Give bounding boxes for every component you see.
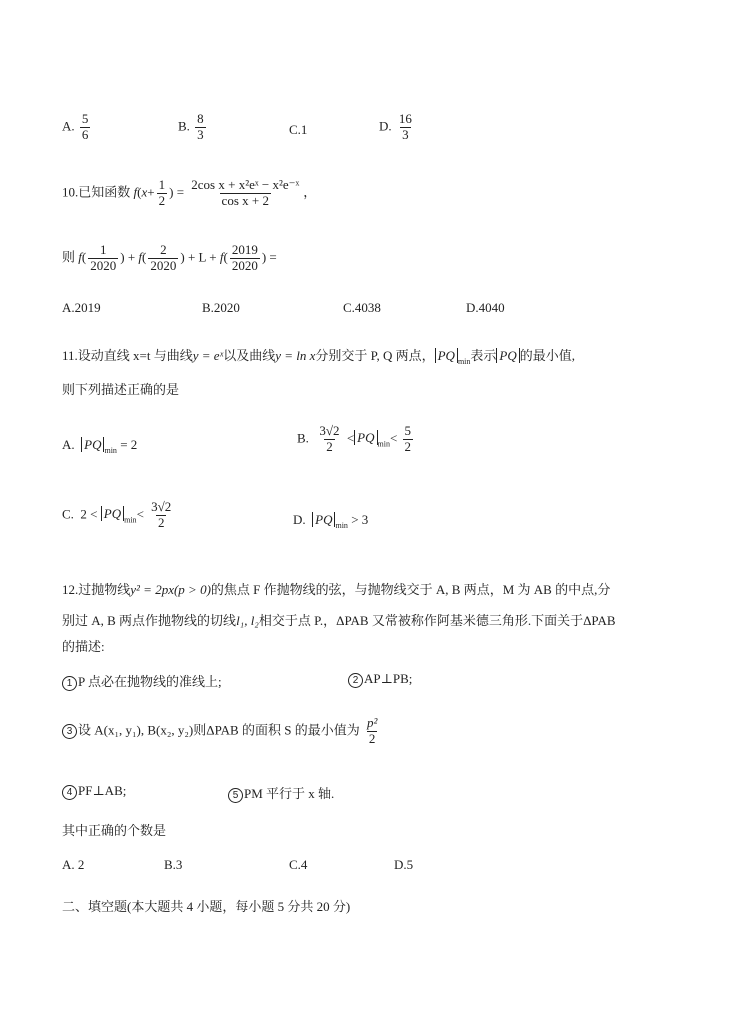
abs-value: PQ [101, 506, 124, 521]
question-text: 别过 A, B 两点作抛物线的切线 [62, 613, 237, 628]
frac-den: 2020 [90, 257, 117, 273]
function-fraction [189, 178, 301, 209]
abs-value: PQ [81, 437, 104, 452]
frac-den: cos x + 2 [221, 192, 269, 208]
q10-option-b: B.2020 [202, 300, 240, 315]
q12-option-a: A. 2 [62, 857, 85, 872]
frac-den: 2 [368, 730, 376, 746]
subscript: min [104, 446, 117, 455]
frac-num: 1 [158, 177, 166, 192]
statement-text: P 点必在抛物线的准线上; [78, 674, 222, 689]
formula: y = eˣ [192, 348, 224, 363]
abs-value: PQ [354, 430, 377, 445]
frac-den: 2 [157, 514, 165, 530]
q10-expression: 则 f( $\frac{1}{2020}$ ) + f( $\frac{2}{2020}$ ) + L + f( $\frac{2019}{2020}$ ) = [62, 242, 277, 273]
subscript: min [335, 521, 348, 530]
q12-stem-line3: 的描述: [62, 639, 105, 654]
circled-number: 4 [62, 785, 77, 800]
option-label: C.1 [289, 122, 308, 137]
q9-option-b [178, 112, 208, 143]
frac-num: 5 [81, 111, 89, 126]
question-text: 的最小值, [519, 348, 576, 363]
q12-statement-1 [62, 671, 222, 691]
frac-num: 3√2 [319, 423, 340, 438]
question-number: 10. [62, 184, 79, 200]
option-label: A. [62, 118, 75, 134]
q11-option-c: C. 2 < PQ $_{min}$< $\frac{3√2}{2}$ [62, 499, 172, 530]
question-text: 表示 [470, 348, 497, 363]
q10-stem: 10.已知函数 f(x+ $\frac{1}{2}$ ) = $\frac{\text{2cos x + x²eˣ − x²e⁻ˣ}}{\text{cos x + 2}}$ ， [62, 177, 317, 208]
abs-value: PQ [435, 348, 458, 363]
frac-den: 3 [197, 126, 204, 142]
frac-num: 2 [160, 242, 167, 257]
subscript: min [457, 357, 471, 366]
frac-num: p² [366, 715, 378, 730]
frac-num: 16 [398, 111, 412, 126]
q12-stem-line1 [62, 579, 610, 598]
statement-text: AP⊥PB; [364, 671, 413, 686]
q10-option-d: D.4040 [466, 300, 505, 315]
fraction [317, 424, 341, 455]
frac-num: 8 [197, 111, 204, 126]
abs-value: PQ [496, 348, 519, 363]
question-text: 分别交于 P, Q 两点， [315, 348, 435, 363]
fraction [397, 112, 414, 143]
q11-option-a [62, 437, 137, 455]
section-heading: 二、填空题(本大题共 4 小题，每小题 5 分共 20 分) [62, 899, 351, 914]
subscript: min [124, 515, 137, 525]
punctuation: ， [303, 184, 317, 200]
function-symbol: f [78, 249, 82, 265]
fraction [80, 112, 91, 143]
function-symbol: f [138, 249, 143, 265]
frac-num: 3√2 [151, 499, 172, 514]
fraction [88, 243, 118, 274]
ellipsis: + L + [187, 249, 217, 265]
q11-option-d [293, 512, 368, 530]
frac-num: 2019 [231, 242, 258, 257]
fraction [365, 716, 379, 747]
equals-sign: = [269, 249, 277, 265]
frac-den: 2020 [231, 257, 258, 273]
frac-den: 6 [81, 126, 89, 142]
formula: l₁, l₂ [236, 613, 259, 628]
frac-den: 2 [158, 192, 166, 208]
q9-option-a [62, 112, 92, 143]
frac-den: 2 [326, 438, 333, 454]
formula: 2 < [80, 506, 98, 522]
q10-option-a: A.2019 [62, 300, 101, 315]
fraction [148, 243, 178, 274]
circled-number: 5 [228, 788, 243, 803]
fraction [195, 112, 206, 143]
q12-statement-2 [348, 671, 412, 688]
q12-option-b: B.3 [164, 857, 183, 872]
q12-option-c: C.4 [289, 857, 308, 872]
option-label: D. [379, 118, 392, 134]
option-label: B. [178, 118, 190, 134]
q12-stem-line2 [62, 610, 616, 629]
statement-text: PF⊥AB; [78, 783, 127, 798]
q12-statement-5 [228, 783, 334, 803]
frac-den: 2020 [150, 257, 177, 273]
option-label: C. [62, 506, 74, 522]
statement-text: PM 平行于 x 轴. [244, 786, 335, 801]
statement-text: 设 A(x₁, y₁), B(x₂, y₂)则ΔPAB 的面积 S 的最小值为 [78, 722, 360, 738]
frac-den: 3 [402, 126, 409, 142]
question-text: 11.设动直线 x=t 与曲线 [62, 348, 193, 363]
q11-option-b: B. $\frac{3√2}{2}$ < PQ $_{min}$< $\frac{5}{2}$ [297, 423, 412, 454]
option-label: B. [297, 430, 309, 446]
frac-num: 5 [404, 423, 412, 438]
q11-stem [62, 345, 575, 366]
function-symbol: f [133, 184, 138, 200]
q12-statement-3 [62, 716, 381, 747]
q12-statement-4 [62, 783, 126, 800]
question-text: 已知函数 [78, 184, 131, 200]
question-text: 以及曲线 [223, 348, 276, 363]
circled-number: 1 [62, 676, 77, 691]
frac-num: 2cos x + x²eˣ − x²e⁻ˣ [191, 177, 300, 192]
fraction [157, 178, 168, 209]
function-symbol: f [219, 249, 224, 265]
subscript: min [377, 439, 390, 449]
q9-option-d [379, 112, 416, 143]
formula: y = ln x [275, 348, 316, 363]
question-text: 相交于点 P.，ΔPAB 又常被称作阿基米德三角形.下面关于ΔPAB [258, 613, 616, 628]
option-label: A. [62, 437, 75, 452]
variable: x [141, 184, 148, 200]
question-text: 则 [62, 249, 76, 265]
circled-number: 2 [348, 673, 363, 688]
question-text: 的焦点 F 作抛物线的弦，与抛物线交于 A, B 两点，M 为 AB 的中点,分 [210, 582, 611, 597]
frac-den: 2 [404, 438, 412, 454]
abs-value: PQ [312, 512, 335, 527]
option-label: D. [293, 512, 306, 527]
fraction [230, 243, 260, 274]
formula: y² = 2px(p > 0) [130, 582, 211, 597]
question-text: 12.过抛物线 [62, 582, 131, 597]
q12-question: 其中正确的个数是 [62, 823, 167, 838]
q9-option-c [289, 122, 307, 138]
formula: > 3 [351, 512, 369, 527]
q11-stem-line2: 则下列描述正确的是 [62, 382, 180, 397]
fraction [149, 500, 173, 531]
circled-number: 3 [62, 724, 77, 739]
q12-option-d: D.5 [394, 857, 414, 872]
fraction [403, 424, 414, 455]
frac-num: 1 [99, 242, 107, 257]
q10-option-c: C.4038 [343, 300, 381, 315]
formula: = 2 [120, 437, 138, 452]
